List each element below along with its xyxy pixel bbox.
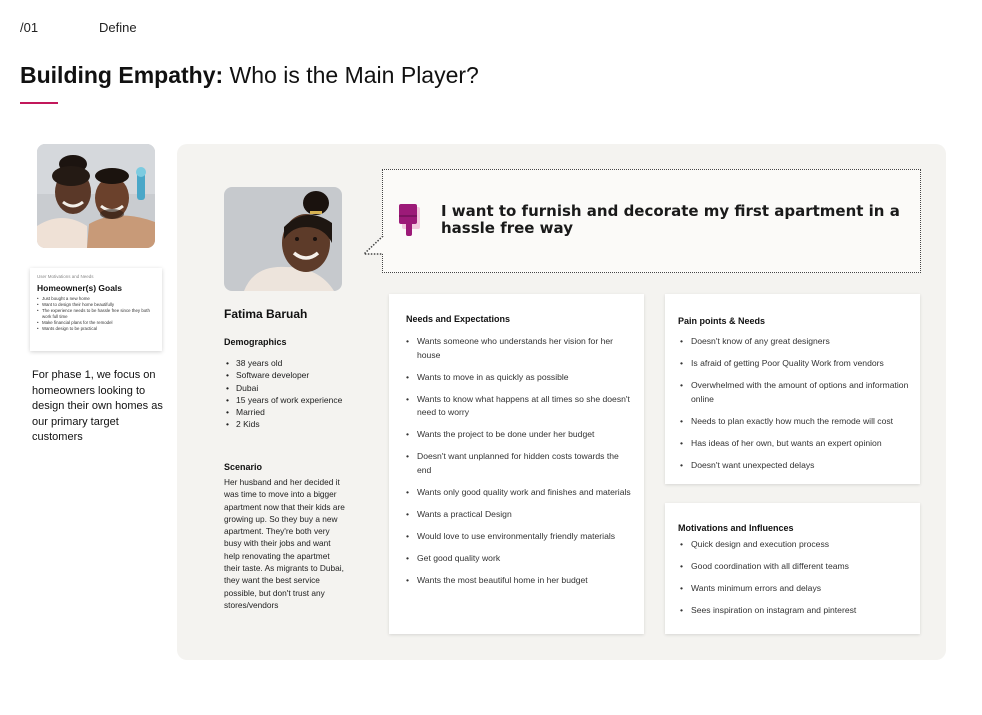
motivations-list	[680, 538, 910, 626]
goals-list	[37, 296, 155, 332]
list-item: • 15 years of work experience	[226, 394, 342, 406]
needs-card-title: Needs and Expectations	[406, 314, 511, 324]
list-item: • Good coordination with all different teams	[680, 560, 910, 574]
list-item: • The experience needs to be hassle free since they both work full time	[37, 308, 155, 320]
quote-bubble-tail	[362, 236, 386, 260]
goals-card-title: Homeowner(s) Goals	[37, 283, 123, 293]
couple-photo	[37, 144, 155, 248]
list-item: • Want to design their home beautifully	[37, 302, 155, 308]
list-item: • Get good quality work	[406, 552, 631, 566]
list-item: • Married	[226, 406, 342, 418]
list-item: • Just bought a new home	[37, 296, 155, 302]
list-item: • Dubai	[226, 382, 342, 394]
list-item: • Wants someone who understands her vision for her house	[406, 335, 631, 362]
list-item: • Wants the project to be done under her budget	[406, 428, 631, 442]
list-item: • 38 years old	[226, 357, 342, 369]
list-item: • 2 Kids	[226, 418, 342, 430]
scenario-title: Scenario	[224, 462, 263, 472]
phase-description: For phase 1, we focus on homeowners looking to design their own homes as our primary target customers	[32, 369, 163, 443]
pain-points-card	[665, 294, 920, 484]
list-item: • Doesn't know of any great designers	[680, 335, 910, 349]
list-item: • Quick design and execution process	[680, 538, 910, 552]
thumbs-down-icon	[398, 203, 422, 237]
needs-list	[406, 335, 631, 596]
needs-card	[389, 294, 644, 634]
list-item: • Doesn't want unexpected delays	[680, 459, 910, 473]
list-item: • Wants minimum errors and delays	[680, 582, 910, 596]
list-item: • Doesn't want unplanned for hidden costs towards the end	[406, 450, 631, 477]
demographics-title: Demographics	[224, 337, 287, 347]
list-item: • Overwhelmed with the amount of options and information online	[680, 379, 910, 406]
scenario-text: Her husband and her decided it was time to move into a bigger apartment now that their kids are growing up. So they buy a new apartment. They're both very busy with their jobs and want help renovating the apartmet their taste. As migrants to Dubai, they want the best service possible, but don't trust any stores/vendors	[224, 477, 345, 610]
list-item: • Needs to plan exactly how much the remode will cost	[680, 415, 910, 429]
page-title-rest: Who is the Main Player?	[223, 62, 479, 88]
list-item: • Wants to move in as quickly as possible	[406, 371, 631, 385]
list-item: • Would love to use environmentally friendly materials	[406, 530, 631, 544]
list-item: • Wants only good quality work and finishes and materials	[406, 486, 631, 500]
title-underline	[20, 102, 58, 104]
pain-points-list	[680, 335, 910, 481]
list-item: • Wants a practical Design	[406, 508, 631, 522]
persona-name: Fatima Baruah	[224, 307, 308, 321]
goals-card-caption: User Motivations and Needs	[37, 274, 94, 279]
list-item: • Wants to know what happens at all times so she doesn't need to worry	[406, 393, 631, 420]
motivations-card	[665, 503, 920, 634]
list-item: • Wants design to be practical	[37, 326, 155, 332]
persona-photo	[224, 187, 342, 291]
page-title-bold: Building Empathy:	[20, 62, 224, 88]
motivations-title: Motivations and Influences	[678, 523, 794, 533]
list-item: • Wants the most beautiful home in her budget	[406, 574, 631, 588]
list-item: • Sees inspiration on instagram and pinterest	[680, 604, 910, 618]
page-title	[20, 62, 479, 89]
list-item: • Make financial plans for the remodel	[37, 320, 155, 326]
list-item: • Software developer	[226, 369, 342, 381]
list-item: • Is afraid of getting Poor Quality Work from vendors	[680, 357, 910, 371]
section-name: Define	[99, 20, 137, 35]
pain-points-title: Pain points & Needs	[678, 316, 766, 326]
goals-card	[30, 268, 162, 351]
demographics-list	[226, 357, 342, 431]
list-item: • Has ideas of her own, but wants an expert opinion	[680, 437, 910, 451]
persona-quote: I want to furnish and decorate my first apartment in a hassle free way	[441, 202, 900, 237]
section-number: /01	[20, 20, 39, 35]
